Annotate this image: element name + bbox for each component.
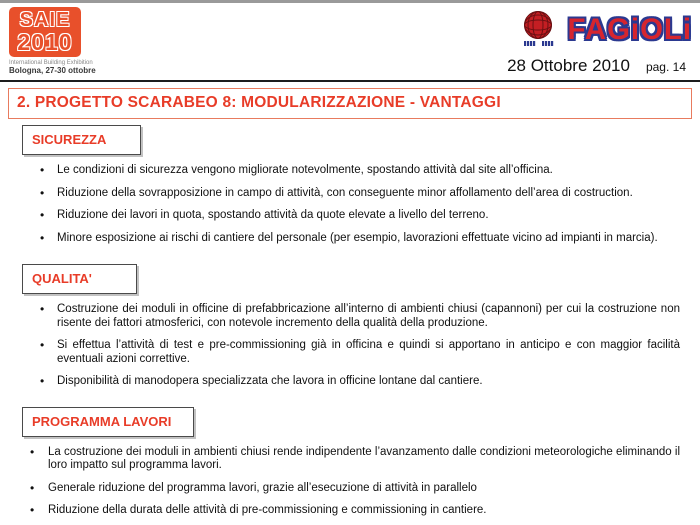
bullet-item: • Riduzione dei lavori in quota, spostando attività da quote elevate a livello del terreno. — [0, 209, 680, 223]
fagioli-brand-text: FAGiOLi — [567, 13, 692, 46]
bullet-list — [0, 446, 680, 518]
slide-section — [0, 398, 700, 518]
slide-header — [0, 3, 700, 80]
date-row — [507, 56, 686, 76]
slide-section — [0, 254, 700, 389]
page-title: 2. PROGETTO SCARABEO 8: MODULARIZZAZIONE - VANTAGGI — [17, 94, 501, 111]
bullet-item: • Costruzione dei moduli in officine di prefabbricazione all’interno di ambienti chiusi (capannoni) per cui la costruzione non risente dei fattori atmosferici, con notevole incremento della qualità della produzione. — [0, 303, 680, 330]
section-label: PROGRAMMA LAVORI — [32, 413, 172, 429]
bullet-item: • Generale riduzione del programma lavori, grazie all’esecuzione di attività in parallelo — [0, 482, 680, 496]
slide-date: 28 Ottobre 2010 — [507, 56, 630, 75]
bullet-list — [0, 164, 680, 245]
saie-logo-word: SAIE — [19, 9, 71, 31]
fagioli-header-block — [507, 9, 692, 76]
bullet-item: • Si effettua l’attività di test e pre-commissioning già in officina e quindi si apportano in anticipo e con maggior facilità eventuali azioni correttive. — [0, 339, 680, 366]
section-label-box — [22, 407, 194, 437]
section-label-box — [22, 125, 141, 155]
slide-section — [0, 119, 700, 245]
bullet-item: • Le condizioni di sicurezza vengono migliorate notevolmente, spostando attività dal site all’officina. — [0, 164, 680, 178]
bullet-item: • Riduzione della sovrapposizione in campo di attività, con conseguente minor affollamento dell’area di costruction. — [0, 187, 680, 201]
globe-icon — [517, 9, 559, 51]
bullet-list — [0, 303, 680, 389]
bullet-item: • La costruzione dei moduli in ambienti chiusi rende indipendente l’avanzamento dalle condizioni meteorologiche eliminando il loro impatto sul programma lavori. — [0, 446, 680, 473]
saie-logo — [9, 7, 96, 75]
saie-logo-box — [9, 7, 81, 57]
saie-logo-year: 2010 — [17, 29, 73, 55]
saie-location: Bologna, 27-30 ottobre — [9, 66, 96, 75]
saie-tagline: International Building Exhibition — [9, 60, 93, 66]
section-label: SICUREZZA — [32, 132, 107, 147]
bullet-item: • Disponibilità di manodopera specializzata che lavora in officine lontane dal cantiere. — [0, 375, 680, 389]
header-divider — [0, 80, 700, 82]
bullet-item: • Minore esposizione ai rischi di cantiere del personale (per esempio, lavorazioni effettuate vicino ad impianti in marcia). — [0, 232, 680, 246]
bullet-item: • Riduzione della durata delle attività di pre-commissioning e commissioning in cantiere. — [0, 504, 680, 518]
section-label: QUALITA' — [32, 271, 92, 286]
title-box — [8, 88, 692, 119]
fagioli-logo — [507, 9, 692, 51]
sections-container — [0, 119, 700, 518]
section-label-box — [22, 264, 137, 294]
page-number: pag. 14 — [645, 60, 686, 74]
